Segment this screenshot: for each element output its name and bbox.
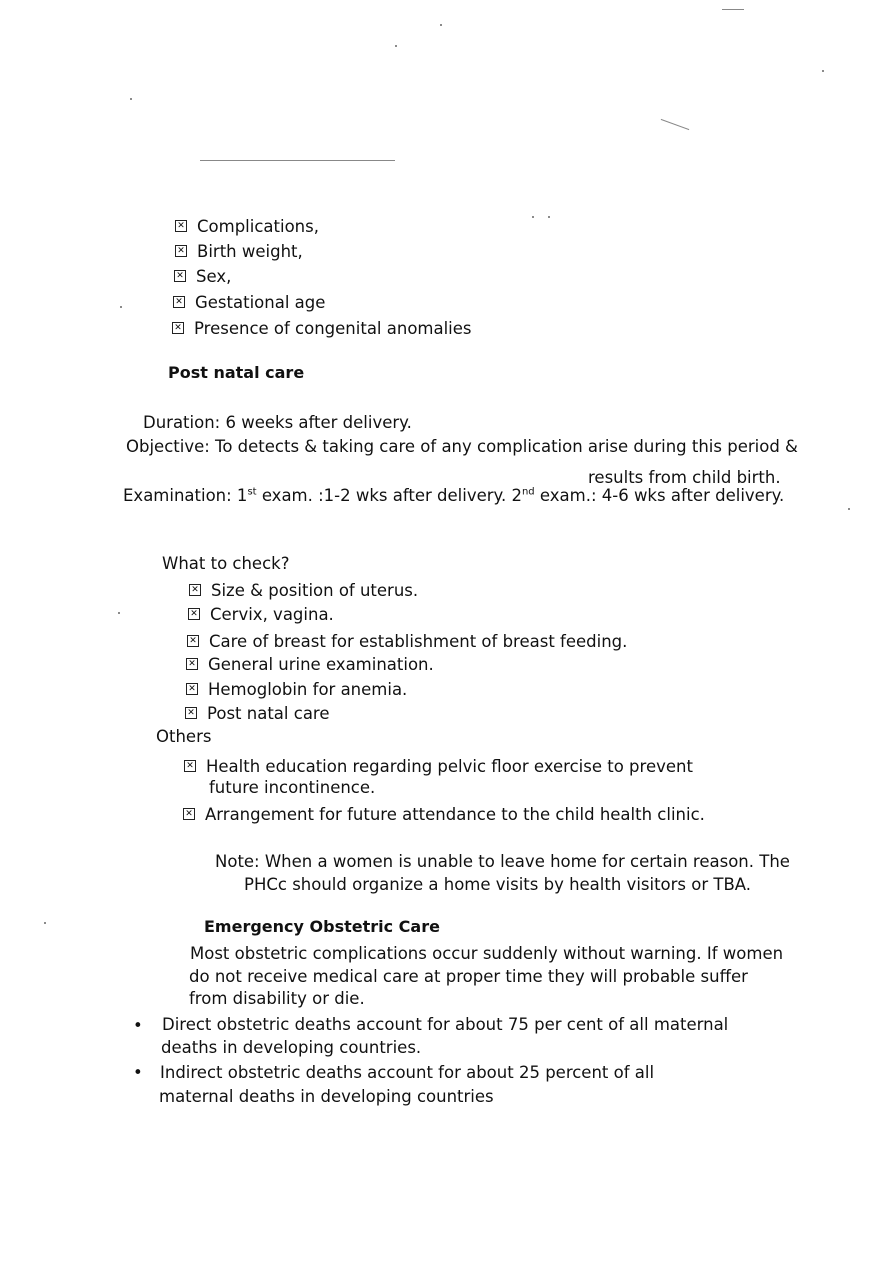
checkbox-x-icon: ✕ bbox=[185, 707, 197, 719]
checkbox-x-icon: ✕ bbox=[173, 296, 185, 308]
checkbox-x-icon: ✕ bbox=[186, 658, 198, 670]
emergency-paragraph: do not receive medical care at proper time they will probable suffer bbox=[189, 967, 748, 986]
checklist-item: ✕ Size & position of uterus. bbox=[189, 581, 418, 600]
checkbox-x-icon: ✕ bbox=[187, 635, 199, 647]
checkbox-x-icon: ✕ bbox=[175, 220, 187, 232]
what-to-check-heading: What to check? bbox=[162, 554, 290, 573]
checkbox-x-icon: ✕ bbox=[189, 584, 201, 596]
scan-artifact bbox=[440, 24, 442, 26]
bullet-item: Direct obstetric deaths account for about 75 per cent of all maternal bbox=[162, 1015, 729, 1034]
checkbox-x-icon: ✕ bbox=[172, 322, 184, 334]
scan-artifact bbox=[130, 98, 132, 100]
bullet-item-cont: maternal deaths in developing countries bbox=[159, 1087, 494, 1106]
objective-text-cont: results from child birth. bbox=[588, 468, 781, 487]
checklist-item: ✕ Cervix, vagina. bbox=[188, 605, 334, 624]
scan-artifact bbox=[848, 508, 850, 510]
checkbox-x-icon: ✕ bbox=[186, 683, 198, 695]
emergency-paragraph: Most obstetric complications occur suddenly without warning. If women bbox=[190, 944, 784, 963]
scan-artifact bbox=[120, 306, 122, 308]
emergency-paragraph: from disability or die. bbox=[189, 989, 365, 1008]
checklist-item: ✕ General urine examination. bbox=[186, 655, 434, 674]
checklist-item: ✕ Presence of congenital anomalies bbox=[172, 319, 472, 338]
scan-artifact bbox=[118, 612, 120, 614]
duration-text: Duration: 6 weeks after delivery. bbox=[143, 413, 412, 432]
checkbox-x-icon: ✕ bbox=[183, 808, 195, 820]
checklist-item: ✕ Gestational age bbox=[173, 293, 325, 312]
bullet-icon: • bbox=[133, 1016, 143, 1035]
checkbox-x-icon: ✕ bbox=[184, 760, 196, 772]
bullet-item-cont: deaths in developing countries. bbox=[161, 1038, 422, 1057]
scan-artifact bbox=[548, 216, 550, 218]
objective-text: Objective: To detects & taking care of any complication arise during this period & bbox=[126, 437, 798, 456]
bullet-item: Indirect obstetric deaths account for about 25 percent of all bbox=[160, 1063, 655, 1082]
scan-artifact bbox=[44, 922, 46, 924]
checklist-item: ✕ Complications, bbox=[175, 217, 319, 236]
note-text: Note: When a women is unable to leave home for certain reason. The bbox=[215, 852, 790, 871]
checklist-item: ✕ Sex, bbox=[174, 267, 231, 286]
scan-artifact bbox=[532, 216, 534, 218]
note-text-cont: PHCc should organize a home visits by health visitors or TBA. bbox=[244, 875, 752, 894]
checkbox-x-icon: ✕ bbox=[175, 245, 187, 257]
checklist-item-cont: future incontinence. bbox=[209, 778, 376, 797]
checklist-item: ✕ Hemoglobin for anemia. bbox=[186, 680, 407, 699]
checklist-item: ✕ Health education regarding pelvic floor exercise to prevent bbox=[184, 757, 693, 776]
section-heading-emergency: Emergency Obstetric Care bbox=[204, 917, 440, 936]
bullet-icon: • bbox=[133, 1063, 143, 1082]
checkbox-x-icon: ✕ bbox=[174, 270, 186, 282]
scan-artifact bbox=[822, 70, 824, 72]
scan-artifact bbox=[722, 9, 744, 10]
checklist-item: ✕ Arrangement for future attendance to the child health clinic. bbox=[183, 805, 705, 824]
examination-text: Examination: 1st exam. :1-2 wks after delivery. 2nd exam.: 4-6 wks after delivery. bbox=[123, 486, 785, 505]
scan-artifact bbox=[661, 119, 690, 130]
scan-artifact bbox=[200, 160, 395, 161]
checklist-item: ✕ Post natal care bbox=[185, 704, 330, 723]
others-heading: Others bbox=[156, 727, 212, 746]
checklist-item: ✕ Birth weight, bbox=[175, 242, 303, 261]
section-heading-post-natal: Post natal care bbox=[168, 363, 305, 382]
checkbox-x-icon: ✕ bbox=[188, 608, 200, 620]
checklist-item: ✕ Care of breast for establishment of breast feeding. bbox=[187, 632, 627, 651]
scan-artifact bbox=[395, 45, 397, 47]
